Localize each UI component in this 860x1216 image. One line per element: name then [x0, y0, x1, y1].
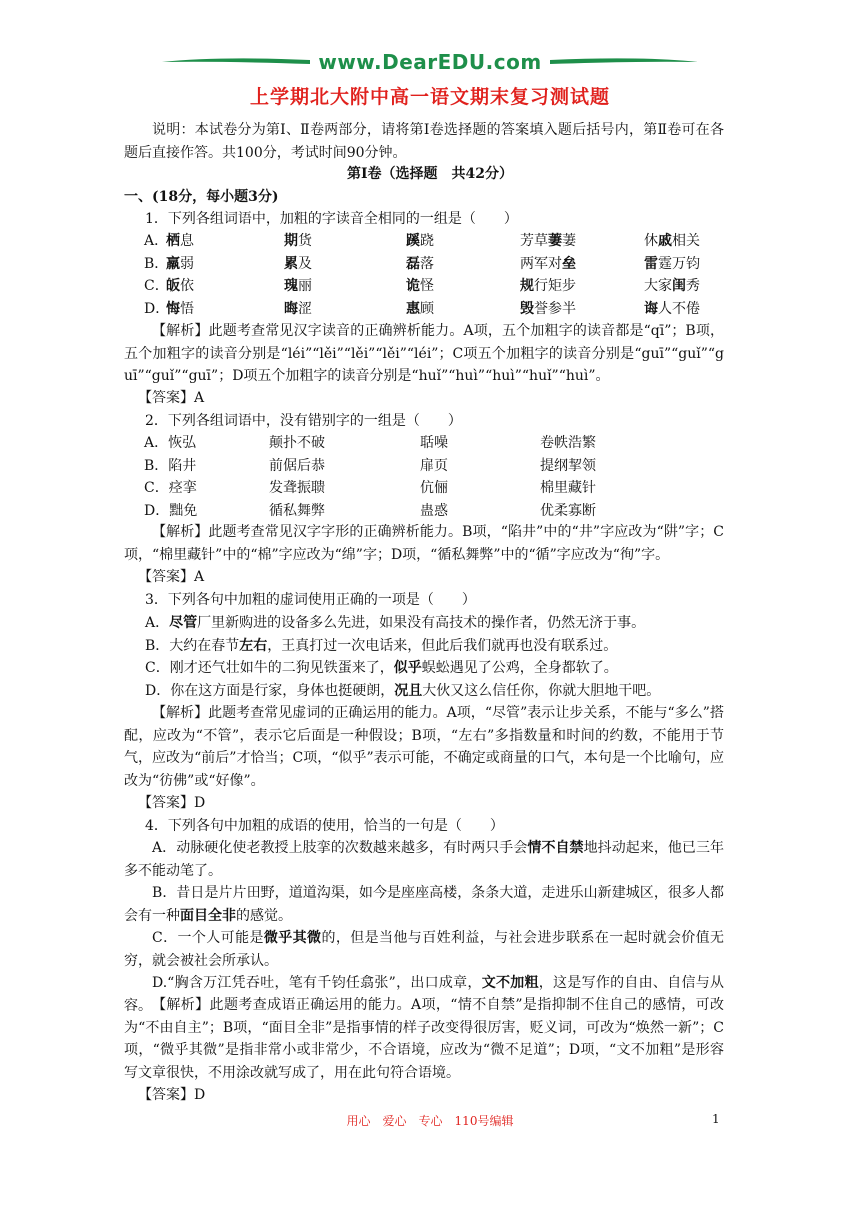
bold-word: 萋 [548, 233, 562, 249]
text-span: C．刚才还气壮如牛的二狗见铁蛋来了， [145, 660, 394, 676]
text-span: 货 [298, 233, 312, 249]
text-span: 芳草 [520, 233, 548, 249]
bold-word: 左右 [239, 637, 268, 654]
word-cell: 颠扑不破 [269, 435, 325, 451]
word-cell [644, 275, 700, 297]
q4-stem: 4．下列各句中加粗的成语的使用，恰当的一句是（ ） [145, 818, 504, 834]
bold-word: 惠 [406, 300, 420, 317]
text-span: 相关 [672, 233, 700, 249]
text-span: B． [144, 255, 169, 272]
text-span: D.“胸含万江凭吞吐，笔有千钧任翕张”，出口成章， [152, 975, 482, 991]
bold-word: 面目全非 [180, 907, 236, 924]
text-span: 跷 [420, 233, 434, 249]
bold-word: 况且 [394, 682, 423, 699]
text-span: 弱 [180, 255, 194, 272]
bold-word: 累 [284, 255, 298, 272]
word-cell [166, 230, 194, 252]
bold-word: 期 [284, 233, 298, 249]
q1-stem: 1．下列各组词语中，加粗的字读音全相同的一组是（ ） [145, 211, 518, 227]
text-span: A． [145, 615, 170, 631]
text-span: C．一个人可能是 [152, 930, 264, 946]
q1-answer: 【答案】A [138, 390, 205, 406]
bold-word: 毁 [520, 300, 534, 317]
q2-stem: 2．下列各组词语中，没有错别字的一组是（ ） [145, 413, 462, 429]
bold-word: 戚 [658, 233, 672, 249]
text-span: C． [144, 278, 169, 294]
word-cell [406, 230, 434, 252]
bold-word: 垒 [562, 255, 576, 272]
text-span: 大家 [644, 278, 672, 294]
bold-word: 规 [520, 278, 534, 294]
word-cell: 提纲挈领 [540, 457, 596, 474]
option-letter [144, 275, 169, 297]
text-span: 依 [180, 278, 194, 294]
word-cell: 优柔寡断 [540, 502, 596, 519]
q4-analysis: 【解析】此题考查成语正确运用的能力。A项，“情不自禁”是指抑制不住自己的感情，可改为“不由自主”；B项，“面目全非”是指事情的样子改变得很厉害，贬义词，可改为“焕然一新”；C项，“微乎其微”是指非常小或非常少，不合语境，应改为“微不足道”；D项，“文不加粗”是形容写文章很快，不用涂改就写成了，用在此句符合语境。 [124, 997, 724, 1081]
q3-option [145, 612, 645, 634]
text-span: 息 [180, 233, 194, 249]
bold-word: 文不加粗 [481, 975, 539, 991]
word-cell: 棉里藏针 [540, 480, 596, 496]
text-span: A．动脉硬化使老教授上肢挛的次数越来越多，有时两只手会 [152, 840, 528, 856]
bold-word: 闺 [672, 278, 686, 294]
word-cell [284, 275, 312, 297]
word-cell [644, 230, 700, 252]
site-url: www.DearEDU.com [318, 50, 542, 74]
text-span: 丽 [298, 278, 312, 294]
text-span: 顾 [420, 300, 434, 317]
intro-text: 说明：本试卷分为第Ⅰ、Ⅱ卷两部分，请将第Ⅰ卷选择题的答案填入题后括号内，第Ⅱ卷可在各题后直接作答。共100分，考试时间90分钟。 [124, 122, 724, 161]
bold-word: 诲 [644, 300, 658, 317]
text-span: ，王真打过一次电话来，但此后我们就再也没有联系过。 [267, 637, 618, 654]
word-cell: 发聋振聩 [269, 480, 325, 496]
word-cell [520, 253, 576, 275]
word-cell: 卷帙浩繁 [540, 435, 596, 451]
bold-word: 晦 [284, 300, 298, 317]
page-number: 1 [712, 1112, 720, 1126]
text-span: 人不倦 [658, 300, 700, 317]
bold-word: 蹊 [406, 233, 420, 249]
text-span: 的感觉。 [236, 907, 292, 924]
part1-title: 第Ⅰ卷（选择题 共42分） [346, 166, 514, 182]
text-span: B．昔日是片片田野，道道沟渠，如今是座座高楼，条条大道，走进乐山新建城区，很多人都会有一种 [124, 885, 724, 924]
option-letter [144, 253, 168, 275]
bold-word: 似乎 [393, 660, 422, 676]
word-cell [520, 275, 576, 297]
bold-word: 瑰 [284, 278, 298, 294]
text-span: 涩 [298, 300, 312, 317]
q3-option [145, 635, 617, 657]
bold-word: 悔 [166, 300, 180, 317]
text-span: 蜈蚣遇见了公鸡，全身都软了。 [421, 660, 618, 676]
text-span: 大伙又这么信任你，你就大胆地干吧。 [422, 682, 661, 699]
word-cell: 扉页 [420, 457, 448, 474]
bold-word: 羸 [166, 255, 180, 272]
text-span: 两军对 [520, 255, 562, 272]
bold-word: 栖 [166, 233, 180, 249]
bold-word: 微乎其微 [263, 930, 322, 946]
bold-word: 磊 [406, 255, 420, 272]
text-span: A． [144, 233, 169, 249]
text-span: 休 [644, 233, 658, 249]
text-span: 落 [420, 255, 434, 272]
q4-option [124, 882, 724, 927]
text-span: D．你在这方面是行家，身体也挺硬朗， [145, 682, 395, 699]
bold-word: 诡 [406, 278, 420, 294]
text-span: 秀 [686, 278, 700, 294]
word-cell: 聒噪 [420, 435, 448, 451]
bold-word: 情不自禁 [527, 840, 584, 856]
text-span: 萋 [562, 233, 576, 249]
q1-analysis: 【解析】此题考查常见汉字读音的正确辨析能力。A项，五个加粗字的读音都是“qī”；B项，五个加粗字的读音分别是“léi”“lěi”“lěi”“lěi”“léi”；C项五个加粗字的读音分别是“guī”“guǐ”“guī”“guǐ”“guī”；D项五个加粗字的读音分别是“huǐ”“huì”“huì”“huǐ”“huì”。 [124, 323, 724, 385]
section1-heading: 一、(18分，每小题3分) [124, 189, 279, 205]
word-cell [284, 253, 312, 275]
text-span: ，这是写作的自由、自信与从容。 [124, 975, 724, 1014]
word-cell: B．陷井 [144, 457, 197, 474]
q2-analysis: 【解析】此题考查常见汉字字形的正确辨析能力。B项，“陷井”中的“井”字应改为“阱”字；C项，“棉里藏针”中的“棉”字应改为“绵”字；D项，“循私舞弊”中的“循”字应改为“徇”字。 [124, 524, 724, 563]
text-span: 厂里新购进的设备多么先进，如果没有高技术的操作者，仍然无济于事。 [197, 615, 646, 631]
text-span: 誉参半 [534, 300, 576, 317]
text-span: 怪 [420, 278, 434, 294]
q4-option [124, 927, 724, 972]
word-cell [406, 253, 434, 275]
q3-analysis: 【解析】此题考查常见虚词的正确运用的能力。A项，“尽管”表示让步关系，不能与“多么”搭配，应改为“不管”，表示它后面是一种假设；B项，“左右”多指数量和时间的约数，不能用于节气，应改为“前后”才恰当；C项，“似乎”表示可能，不确定或商量的口气，本句是一个比喻句，应改为“彷佛”或“好像”。 [124, 705, 724, 789]
word-cell: 前倨后恭 [269, 457, 325, 474]
word-cell [644, 253, 700, 275]
word-cell [166, 275, 194, 297]
q3-answer: 【答案】D [138, 795, 206, 811]
word-cell [520, 230, 576, 252]
word-cell: A．恢弘 [144, 435, 197, 451]
word-cell [520, 298, 576, 320]
q2-answer: 【答案】A [138, 569, 205, 585]
text-span: 悟 [180, 300, 194, 317]
text-span: 的，但是当他与百姓利益，与社会进步联系在一起时就会价值无穷，就会被社会所承认。 [124, 930, 725, 969]
footer-text: 用心 爱心 专心 110号编辑 [346, 1114, 514, 1128]
text-span: 行矩步 [534, 278, 576, 294]
word-cell: D．黜免 [144, 502, 198, 519]
word-cell [284, 230, 312, 252]
word-cell: C．痉挛 [144, 480, 197, 496]
bold-word: 皈 [166, 278, 180, 294]
word-cell [406, 298, 434, 320]
q4-option [124, 837, 724, 882]
text-span: 地抖动起来，他已三年多不能动笔了。 [124, 840, 725, 879]
q3-stem: 3．下列各句中加粗的虚词使用正确的一项是（ ） [145, 592, 476, 608]
word-cell [166, 253, 194, 275]
text-span: 及 [298, 255, 312, 272]
word-cell: 伉俪 [420, 480, 448, 496]
q4-answer: 【答案】D [138, 1087, 206, 1103]
bold-word: 尽管 [169, 615, 198, 631]
bold-word: 雷 [644, 255, 658, 272]
word-cell: 循私舞弊 [269, 502, 325, 519]
text-span: D． [144, 300, 170, 317]
word-cell [284, 298, 312, 320]
q3-option [145, 657, 618, 679]
page-title: 上学期北大附中高一语文期末复习测试题 [249, 86, 610, 108]
text-span: 霆万钧 [658, 255, 700, 272]
word-cell [406, 275, 434, 297]
q3-option [145, 680, 660, 702]
word-cell [644, 298, 700, 320]
option-letter [144, 230, 168, 252]
word-cell [166, 298, 194, 320]
text-span: B．大约在春节 [145, 637, 240, 654]
word-cell: 蛊惑 [420, 502, 448, 519]
